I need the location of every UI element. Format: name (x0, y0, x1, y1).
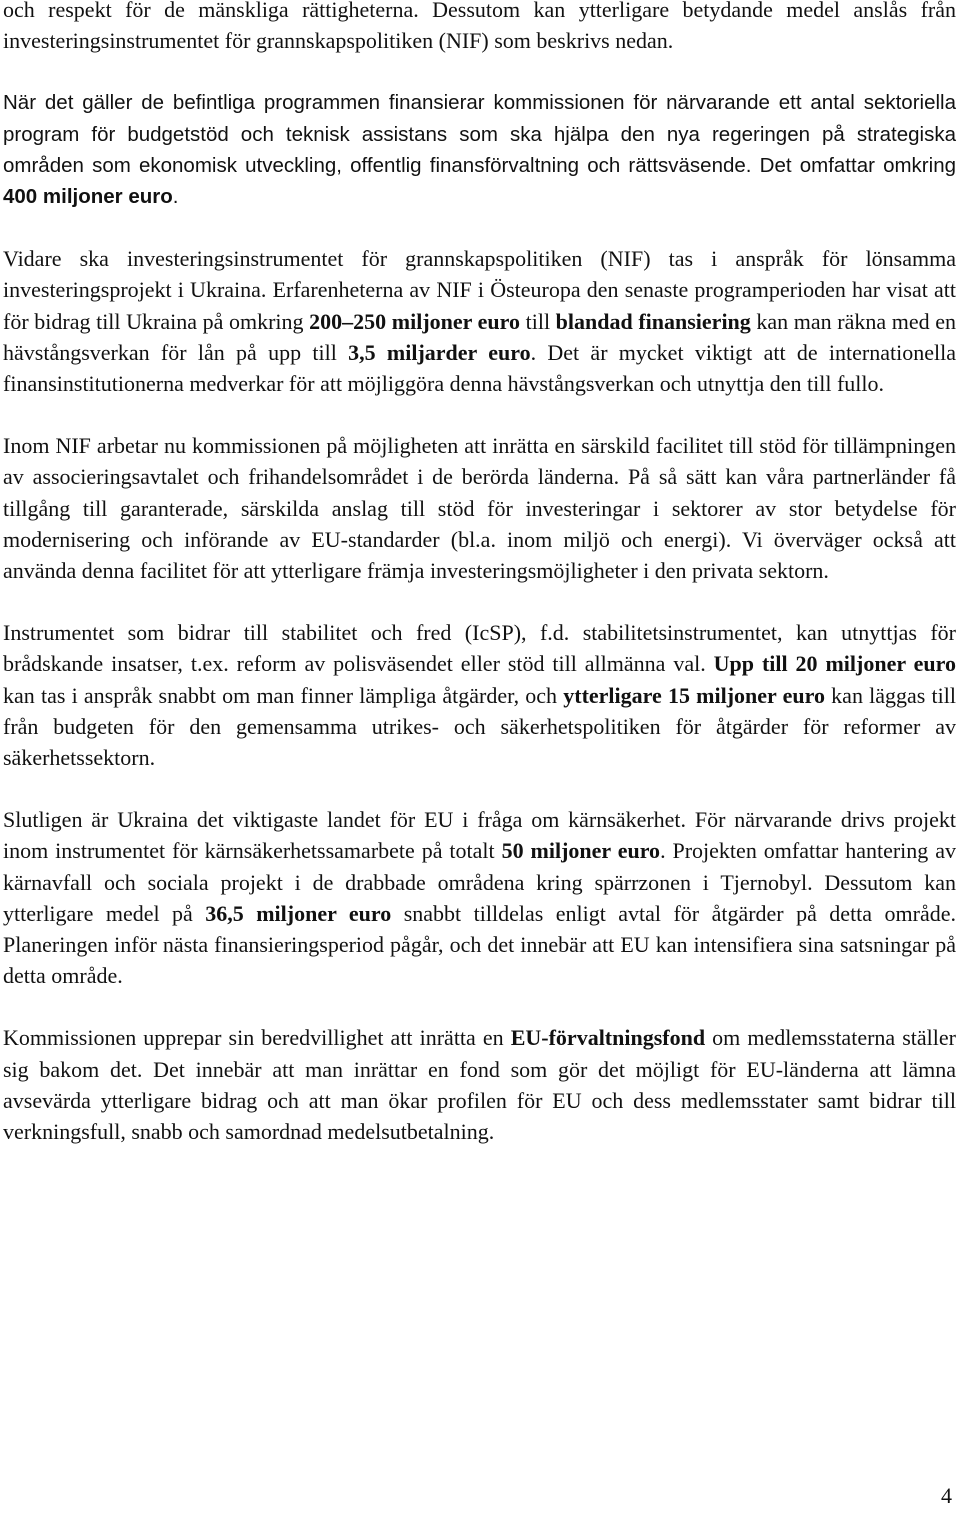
text-run: Instrumentet som bidrar till stabilitet och fred (IcSP), f.d. stabilitetsinstrumentet, kan utnyttjas för brådskande insatser, t.ex. reform av polisväsendet eller stöd till allmänna val. (3, 620, 956, 677)
text-run: kan man räkna med en hävstångsverkan för lån på upp till (3, 308, 956, 365)
text-run: . (172, 185, 179, 209)
text-run: snabbt tilldelas enligt avtal för åtgärder på detta område. Planeringen inför nästa finansieringsperiod pågår, och det innebär att EU kan intensifiera sina satsningar på detta område. (3, 900, 956, 989)
text-run: När det gäller de befintliga programmen finansierar kommissionen för närvarande ett antal sektoriella program för budgetstöd och teknisk assistans som ska hjälpa den nya regeringen på strategiska områden som ekonomisk utveckling, offentlig finansförvaltning och rättsväsende. Det omfattar omkring (3, 91, 956, 177)
text-run: kan läggas till från budgeten för den gemensamma utrikes- och säkerhetspolitiken för åtgärder för reformer av säkerhetssektorn. (3, 682, 956, 771)
text-run: och respekt för de mänskliga rättigheterna. Dessutom kan ytterligare betydande medel anslås från investeringsinstrumentet för grannskapspolitiken (NIF) som beskrivs nedan. (3, 0, 956, 54)
bold-term: blandad finansiering (555, 308, 751, 334)
bold-amount: 3,5 miljarder euro (348, 339, 531, 365)
text-run: Kommissionen upprepar sin beredvillighet att inrätta en (3, 1025, 511, 1051)
text-run: till (520, 308, 556, 334)
page-number: 4 (941, 1483, 952, 1508)
bold-amount: 36,5 miljoner euro (205, 900, 392, 926)
text-run: kan tas i anspråk snabbt om man finner lämpliga åtgärder, och (3, 682, 564, 708)
text-run: Slutligen är Ukraina det viktigaste landet för EU i fråga om kärnsäkerhet. För närvarande drivs projekt inom instrumentet för kärnsäkerhetssamarbete på totalt (3, 807, 956, 864)
paragraph-7 (3, 1022, 956, 1147)
text-run: Inom NIF arbetar nu kommissionen på möjligheten att inrätta en särskild facilitet till stöd för tillämpningen av associeringsavtalet och frihandelsområdet i de berörda länderna. På så sätt kan våra partnerländer få tillgång till garanterade, särskilda anslag till stöd för investeringar i sektorer av stor betydelse för modernisering och införande av EU-standarder (bl.a. inom miljö och energi). Vi överväger också att använda denna facilitet för att ytterligare främja investeringsmöjligheter i den privata sektorn. (3, 433, 956, 584)
text-run: . Det är mycket viktigt att de internationella finansinstitutionerna medverkar för att möjliggöra denna hävstångsverkan och utnyttja den till fullo. (3, 339, 956, 397)
text-run: Vidare ska investeringsinstrumentet för grannskapspolitiken (NIF) tas i anspråk för lönsamma investeringsprojekt i Ukraina. Erfarenheterna av NIF i Östeuropa den senaste programperioden har visat att för bidrag till Ukraina på omkring (3, 246, 956, 334)
bold-amount: 400 miljoner euro (3, 185, 173, 209)
paragraph-4 (3, 430, 956, 586)
bold-term: EU-förvaltningsfond (510, 1025, 706, 1051)
paragraph-2 (3, 87, 956, 212)
paragraph-1 (3, 0, 956, 56)
bold-amount: 50 miljoner euro (501, 838, 661, 864)
paragraph-5 (3, 617, 956, 773)
paragraph-3 (3, 243, 956, 399)
bold-amount: 200–250 miljoner euro (309, 308, 520, 334)
text-run: om medlemsstaterna ställer sig bakom det. Det innebär att man inrättar en fond som gör det möjligt för EU-länderna att lämna avsevärda ytterligare bidrag och att man ökar profilen för EU och dess medlemsstater samt bidrar till verkningsfull, snabb och samordnad medelsutbetalning. (3, 1025, 956, 1145)
paragraph-6 (3, 804, 956, 991)
bold-amount: Upp till 20 miljoner euro (713, 651, 956, 677)
bold-amount: ytterligare 15 miljoner euro (563, 682, 825, 708)
text-run: . Projekten omfattar hantering av kärnavfall och sociala projekt i de drabbade områdena kring spärrzonen i Tjernobyl. Dessutom kan ytterligare medel på (3, 838, 956, 926)
